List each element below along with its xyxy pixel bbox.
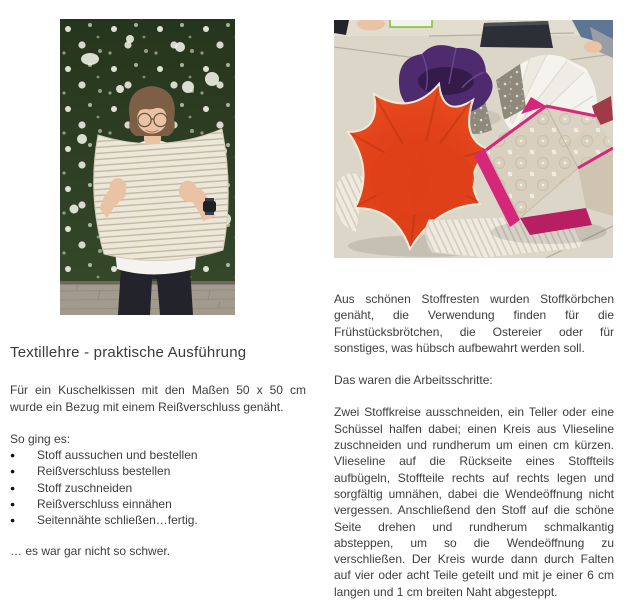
right-column bbox=[334, 291, 614, 615]
green-notebook bbox=[390, 20, 432, 27]
bullet-icon: ● bbox=[10, 499, 16, 510]
list-item bbox=[10, 496, 306, 512]
section-heading: Textillehre - praktische Ausführung bbox=[10, 344, 247, 361]
bullet-icon: ● bbox=[10, 450, 16, 461]
worksteps-heading: Das waren die Arbeitsschritte: bbox=[334, 373, 493, 388]
list-item-text: Stoff zuschneiden bbox=[37, 480, 133, 495]
right-fist bbox=[179, 181, 197, 202]
list-item-text: Reißverschluss bestellen bbox=[37, 464, 171, 479]
bullet-icon: ● bbox=[10, 482, 16, 493]
list-intro: So ging es: bbox=[10, 431, 71, 446]
list-item bbox=[10, 463, 306, 479]
list-item bbox=[10, 480, 306, 496]
list-item bbox=[10, 512, 306, 528]
steps-list bbox=[10, 447, 306, 528]
orange-basket-base bbox=[370, 141, 474, 215]
list-item-text: Seitennähte schließen…fertig. bbox=[37, 513, 198, 528]
photo-fabric-baskets bbox=[334, 20, 613, 258]
list-item-text: Reißverschluss einnähen bbox=[37, 497, 172, 512]
left-fist bbox=[110, 178, 127, 198]
head bbox=[129, 86, 175, 136]
list-item-text: Stoff aussuchen und bestellen bbox=[37, 448, 198, 463]
child-hand-right bbox=[584, 41, 602, 53]
outro-paragraph: … es war gar nicht so schwer. bbox=[10, 543, 171, 558]
baskets-intro-paragraph: Aus schönen Stoffresten wurden Stoffkörbchen genäht, die Verwendung finden für die Frühstücksbrötchen, die Ostereier oder für sonstiges, was hübsch aufbewahrt werden soll. bbox=[334, 292, 614, 355]
cushion-photo-graphic bbox=[60, 19, 235, 315]
bullet-icon: ● bbox=[10, 515, 16, 526]
photo-cushion-student bbox=[60, 19, 235, 315]
bullet-icon: ● bbox=[10, 466, 16, 477]
worksteps-paragraph: Zwei Stoffkreise ausschneiden, ein Teller oder eine Schüssel halfen dabei; einen Kreis aus Vlieseline zuschneiden und rundherum um einen cm kürzen. Vlieseline auf die Rückseite eines Stoffteils aufbügeln, Stoffteile rechts auf rechts legen und sorgfältig umnähen, dabei die Wendeöffnung nicht vergessen. Anschließend den Stoff auf die schöne Seite drehen und rundherum schmalkantig absteppen, um so die Wendeöffnung zu verschließen. Der Kreis wurde dann durch Falten auf vier oder acht Teile geteilt und mit je einer 6 cm langen und 1 cm breiten Naht abgesteppt. bbox=[334, 405, 614, 599]
left-column bbox=[10, 345, 306, 559]
baskets-photo-graphic bbox=[334, 20, 613, 258]
intro-paragraph: Für ein Kuschelkissen mit den Maßen 50 x 50 cm wurde ein Bezug mit einem Reißverschluss genäht. bbox=[10, 383, 306, 414]
list-item bbox=[10, 447, 306, 463]
